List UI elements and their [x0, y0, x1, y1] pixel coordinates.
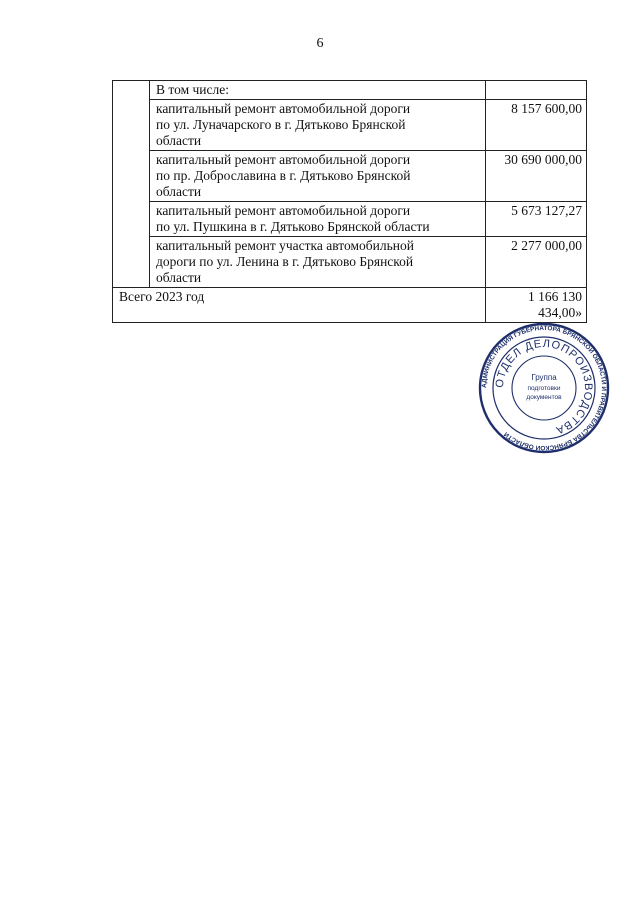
total-label: Всего 2023 год	[113, 288, 486, 323]
official-stamp	[478, 322, 610, 454]
amount-cell: 2 277 000,00	[486, 237, 587, 288]
total-amount: 1 166 130 434,00»	[486, 288, 587, 323]
stamp-center-line2: подготовки	[527, 385, 561, 392]
table-row	[113, 151, 587, 202]
amount-cell: 5 673 127,27	[486, 202, 587, 237]
stamp-center-line1: Группа	[531, 373, 557, 382]
stamp-ring-text: ОТДЕЛ ДЕЛОПРОИЗВОДСТВА	[493, 337, 595, 437]
stamp-center-line3: документов	[526, 394, 562, 401]
table-row	[113, 202, 587, 237]
table-row	[113, 237, 587, 288]
budget-table	[112, 80, 587, 323]
table-row	[113, 81, 587, 100]
table-row	[113, 100, 587, 151]
index-cell	[113, 81, 150, 288]
subheader-cell: В том числе:	[150, 81, 486, 100]
page-number: 6	[316, 36, 324, 51]
description-cell: капитальный ремонт автомобильной дороги по пр. Доброславина в г. Дятьково Брянской области	[150, 151, 486, 202]
description-cell: капитальный ремонт автомобильной дороги по ул. Луначарского в г. Дятьково Брянской области	[150, 100, 486, 151]
total-row	[113, 288, 587, 323]
description-cell: капитальный ремонт участка автомобильной дороги по ул. Ленина в г. Дятьково Брянской области	[150, 237, 486, 288]
amount-cell: 8 157 600,00	[486, 100, 587, 151]
amount-cell	[486, 81, 587, 100]
description-cell: капитальный ремонт автомобильной дороги по ул. Пушкина в г. Дятьково Брянской области	[150, 202, 486, 237]
stamp-outer-text: АДМИНИСТРАЦИЯ ГУБЕРНАТОРА БРЯНСКОЙ ОБЛАСТИ И ПРАВИТЕЛЬСТВА БРЯНСКОЙ ОБЛАСТИ	[480, 324, 608, 452]
amount-cell: 30 690 000,00	[486, 151, 587, 202]
